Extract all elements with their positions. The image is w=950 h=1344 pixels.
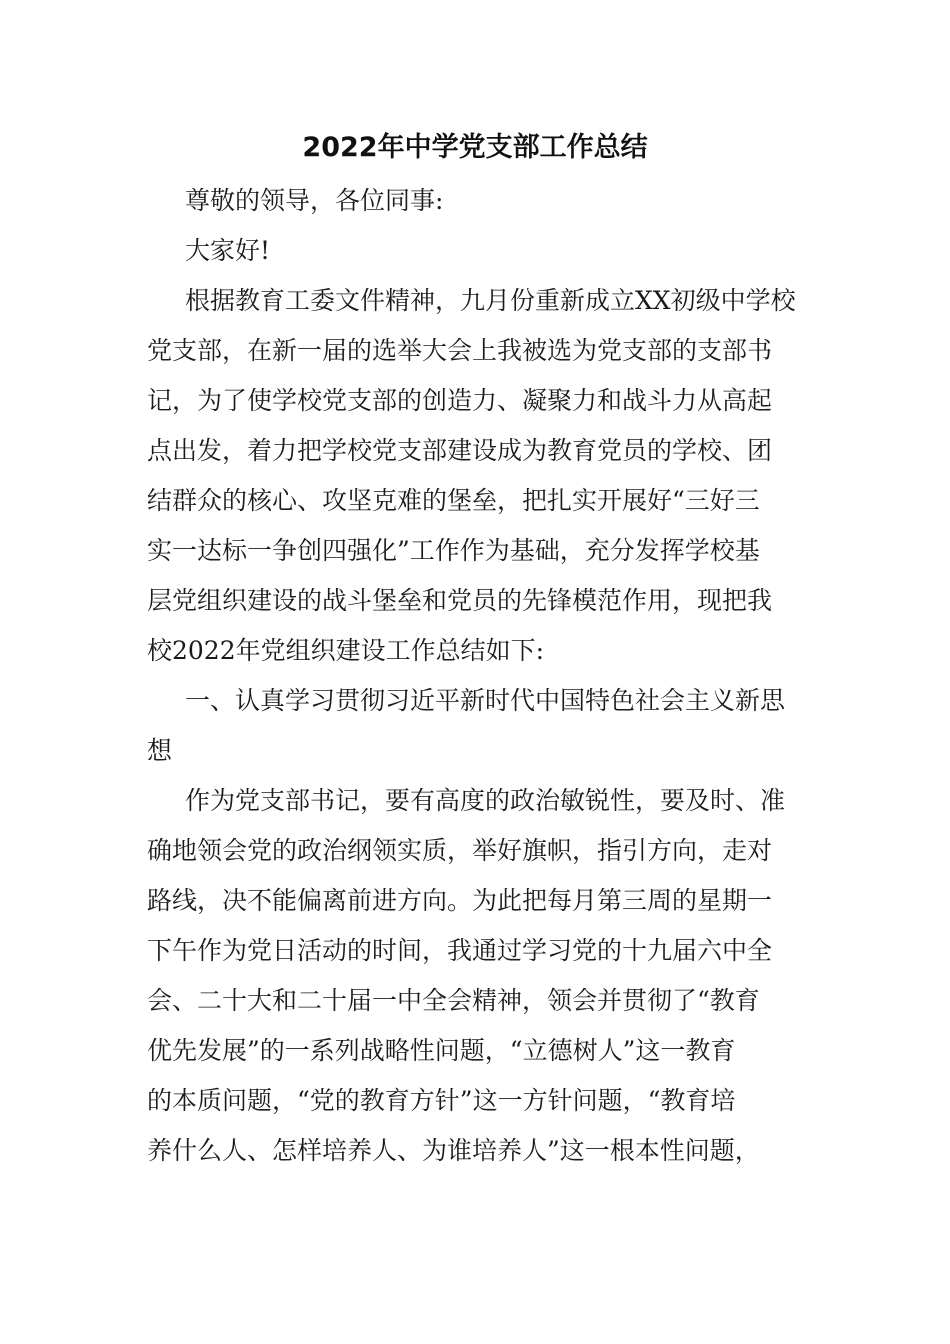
- paragraph-line: 校2022年党组织建设工作总结如下:: [147, 636, 545, 665]
- paragraph-line: 确地领会党的政治纲领实质，举好旗帜，指引方向，走对: [147, 836, 773, 865]
- paragraph-line: 结群众的核心、攻坚克难的堡垒，把扎实开展好“三好三: [147, 486, 760, 515]
- section-heading-line: 一、认真学习贯彻习近平新时代中国特色社会主义新思: [185, 686, 786, 715]
- paragraph-line: 党支部，在新一届的选举大会上我被选为党支部的支部书: [147, 336, 773, 365]
- document-body: [147, 176, 807, 1176]
- paragraph-line: 会、二十大和二十届一中全会精神，领会并贯彻了“教育: [147, 986, 760, 1015]
- salutation-line: 尊敬的领导，各位同事:: [185, 186, 444, 215]
- paragraph-line: 路线，决不能偏离前进方向。为此把每月第三周的星期一: [147, 886, 773, 915]
- paragraph-line: 的本质问题，“党的教育方针”这一方针问题，“教育培: [147, 1086, 736, 1115]
- document-title: 2022年中学党支部工作总结: [302, 132, 648, 163]
- paragraph-line: 优先发展”的一系列战略性问题，“立德树人”这一教育: [147, 1036, 736, 1065]
- paragraph-line: 作为党支部书记，要有高度的政治敏锐性，要及时、准: [185, 786, 786, 815]
- paragraph-line: 点出发，着力把学校党支部建设成为教育党员的学校、团: [147, 436, 773, 465]
- paragraph-line: 层党组织建设的战斗堡垒和党员的先锋模范作用，现把我: [147, 586, 773, 615]
- paragraph-line: 实一达标一争创四强化”工作作为基础，充分发挥学校基: [147, 536, 760, 565]
- section-heading-line: 想: [147, 736, 173, 765]
- paragraph-line: 记，为了使学校党支部的创造力、凝聚力和战斗力从高起: [147, 386, 773, 415]
- greeting-line: 大家好!: [185, 236, 271, 265]
- paragraph-line: 下午作为党日活动的时间，我通过学习党的十九届六中全: [147, 936, 773, 965]
- paragraph-line: 养什么人、怎样培养人、为谁培养人”这一根本性问题，: [147, 1136, 760, 1165]
- paragraph-line: 根据教育工委文件精神，九月份重新成立XX初级中学校: [185, 286, 796, 315]
